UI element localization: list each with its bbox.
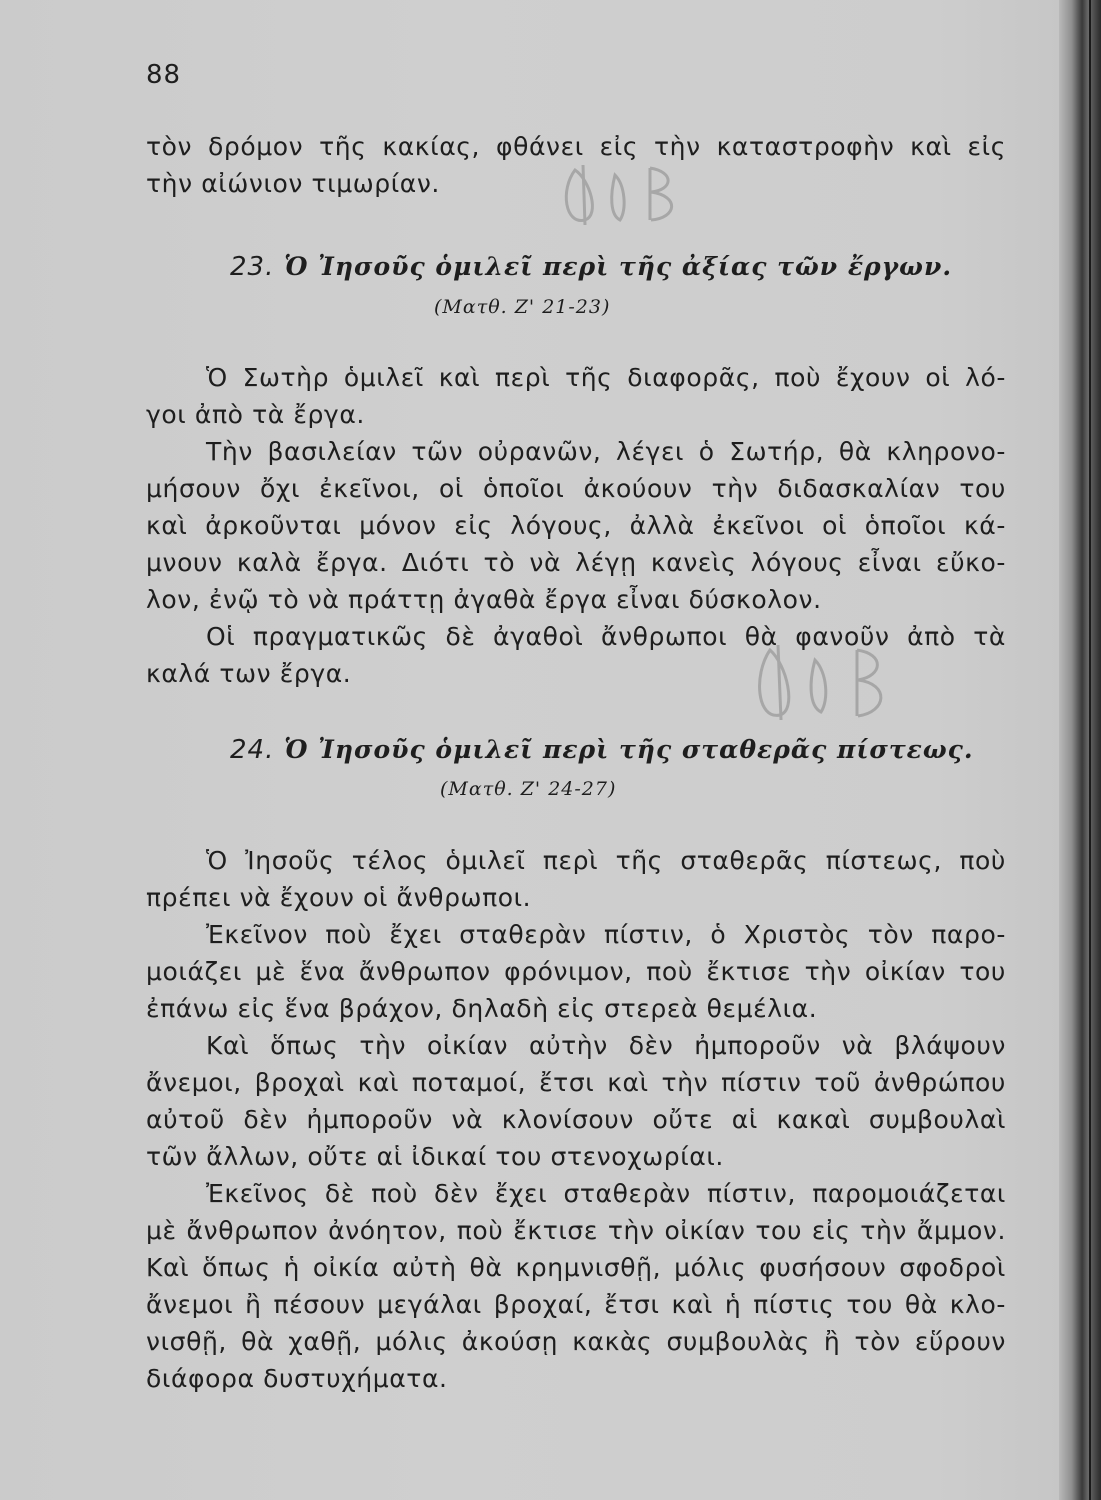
text-line: μὲ ἄνθρωπον ἀνόητον, ποὺ ἔκτισε τὴν οἰκίαν του εἰς τὴν ἄμμον.	[146, 1216, 1006, 1245]
book-binding-shadow	[1059, 0, 1101, 1500]
text-line: Ὁ Σωτὴρ ὁμιλεῖ καὶ περὶ τῆς διαφορᾶς, ποὺ ἔχουν οἱ λό-	[206, 363, 1006, 392]
text-line: τὸν δρόμον τῆς κακίας, φθάνει εἰς τὴν καταστροφὴν καὶ εἰς	[146, 132, 1006, 161]
text-line: πρέπει νὰ ἔχουν οἱ ἄνθρωποι.	[146, 883, 532, 912]
section-title: Ὁ Ἰησοῦς ὁμιλεῖ περὶ τῆς σταθερᾶς πίστεως.	[284, 735, 974, 764]
text-line: ἐπάνω εἰς ἕνα βράχον, δηλαδὴ εἰς στερεὰ θεμέλια.	[146, 994, 818, 1023]
text-line: Ἐκεῖνος δὲ ποὺ δὲν ἔχει σταθερὰν πίστιν, παρομοιάζεται	[206, 1179, 1006, 1208]
text-line: διάφορα δυστυχήματα.	[146, 1364, 448, 1393]
text-line: μνουν καλὰ ἔργα. Διότι τὸ νὰ λέγῃ κανεὶς λόγους εἶναι εὔκο-	[146, 548, 1006, 577]
section-24-body	[146, 842, 1006, 1397]
page-number: 88	[146, 60, 182, 90]
handwritten-stamp-mark	[555, 160, 695, 235]
section-number: 24.	[230, 735, 275, 765]
binding-edge-line	[1089, 0, 1091, 1500]
text-line: νισθῇ, θὰ χαθῇ, μόλις ἀκούσῃ κακὰς συμβουλὰς ἢ τὸν εὕρουν	[146, 1327, 1006, 1356]
text-line: γοι ἀπὸ τὰ ἔργα.	[146, 400, 365, 429]
section-heading-23	[230, 252, 953, 282]
text-line: καλά των ἔργα.	[146, 659, 352, 688]
text-line: ἄνεμοι ἢ πέσουν μεγάλαι βροχαί, ἔτσι καὶ ἡ πίστις του θὰ κλο-	[146, 1290, 1006, 1319]
section-number: 23.	[230, 252, 275, 282]
text-line: Καὶ ὅπως ἡ οἰκία αὐτὴ θὰ κρημνισθῇ, μόλις φυσήσουν σφοδροὶ	[146, 1253, 1006, 1282]
text-line: καὶ ἀρκοῦνται μόνον εἰς λόγους, ἀλλὰ ἐκεῖνοι οἱ ὁποῖοι κά-	[146, 511, 1006, 540]
scripture-reference: (Ματθ. Ζ' 21-23)	[434, 296, 611, 318]
text-line: ἄνεμοι, βροχαὶ καὶ ποταμοί, ἔτσι καὶ τὴν πίστιν τοῦ ἀνθρώπου	[146, 1068, 1006, 1097]
handwritten-stamp-mark	[745, 640, 905, 730]
section-heading-24	[230, 735, 974, 765]
text-line: τὴν αἰώνιον τιμωρίαν.	[146, 169, 440, 198]
text-line: Καὶ ὅπως τὴν οἰκίαν αὐτὴν δὲν ἠμποροῦν νὰ βλάψουν	[206, 1031, 1006, 1060]
text-line: μήσουν ὄχι ἐκεῖνοι, οἱ ὁποῖοι ἀκούουν τὴν διδασκαλίαν του	[146, 474, 1006, 503]
text-line: λον, ἐνῷ τὸ νὰ πράττῃ ἀγαθὰ ἔργα εἶναι δύσκολον.	[146, 585, 822, 614]
section-title: Ὁ Ἰησοῦς ὁμιλεῖ περὶ τῆς ἀξίας τῶν ἔργων.	[284, 252, 953, 281]
text-line: μοιάζει μὲ ἕνα ἄνθρωπον φρόνιμον, ποὺ ἔκτισε τὴν οἰκίαν του	[146, 957, 1006, 986]
text-line: αὐτοῦ δὲν ἠμποροῦν νὰ κλονίσουν οὔτε αἱ κακαὶ συμβουλαὶ	[146, 1105, 1006, 1134]
text-line: Οἱ πραγματικῶς δὲ ἀγαθοὶ ἄνθρωποι θὰ φανοῦν ἀπὸ τὰ	[206, 622, 1006, 651]
text-line: Ὁ Ἰησοῦς τέλος ὁμιλεῖ περὶ τῆς σταθερᾶς πίστεως, ποὺ	[206, 846, 1006, 875]
text-line: Ἐκεῖνον ποὺ ἔχει σταθερὰν πίστιν, ὁ Χριστὸς τὸν παρο-	[206, 920, 1006, 949]
text-line: Τὴν βασιλείαν τῶν οὐρανῶν, λέγει ὁ Σωτήρ, θὰ κληρονο-	[206, 437, 1006, 466]
text-line: τῶν ἄλλων, οὔτε αἱ ἰδικαί του στενοχωρίαι.	[146, 1142, 724, 1171]
scripture-reference: (Ματθ. Ζ' 24-27)	[440, 778, 617, 800]
